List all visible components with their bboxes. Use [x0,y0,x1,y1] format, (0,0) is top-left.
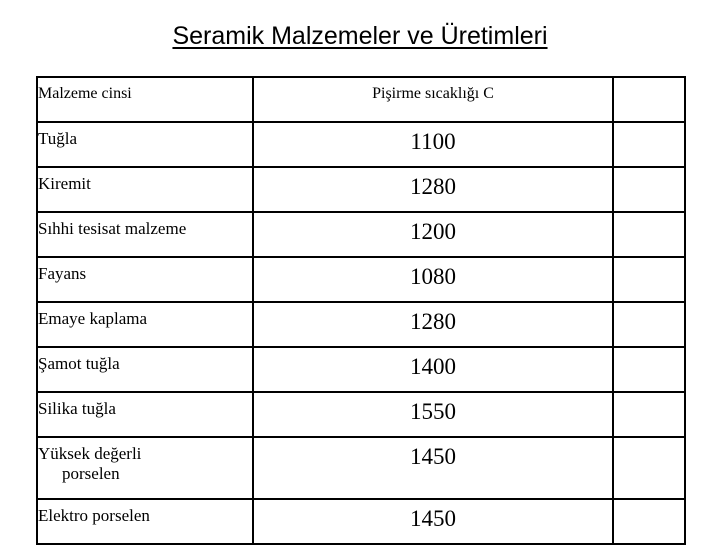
material-cell [37,437,253,499]
page-title [0,22,720,51]
material-cell: Fayans [37,257,253,302]
empty-cell [613,302,685,347]
empty-cell [613,499,685,544]
empty-cell [613,212,685,257]
material-cell: Tuğla [37,122,253,167]
table-row [37,499,685,544]
table-row [37,212,685,257]
temperature-cell: 1100 [253,122,613,167]
material-line-1: Yüksek değerli [38,444,142,463]
material-cell: Sıhhi tesisat malzeme [37,212,253,257]
empty-cell [613,392,685,437]
table-row [37,302,685,347]
empty-cell [613,257,685,302]
material-cell: Silika tuğla [37,392,253,437]
temperature-cell: 1450 [253,437,613,499]
table-row [37,257,685,302]
empty-cell [613,122,685,167]
empty-cell [613,437,685,499]
header-empty-cell [613,77,685,122]
temperature-cell: 1200 [253,212,613,257]
temperature-cell: 1550 [253,392,613,437]
table-row [37,167,685,212]
table-row [37,437,685,499]
page-title-text: Seramik Malzemeler ve Üretimleri [172,22,548,50]
temperature-cell: 1080 [253,257,613,302]
temperature-cell: 1280 [253,167,613,212]
empty-cell [613,347,685,392]
table-row [37,122,685,167]
material-cell: Şamot tuğla [37,347,253,392]
material-cell: Emaye kaplama [37,302,253,347]
empty-cell [613,167,685,212]
header-temperature: Pişirme sıcaklığı C [253,77,613,122]
temperature-cell: 1400 [253,347,613,392]
header-material: Malzeme cinsi [37,77,253,122]
table-row [37,392,685,437]
table-row [37,347,685,392]
table-header-row [37,77,685,122]
material-cell: Kiremit [37,167,253,212]
material-cell: Elektro porselen [37,499,253,544]
firing-temperature-table [36,76,686,545]
material-line-2: porselen [62,464,120,483]
temperature-cell: 1450 [253,499,613,544]
temperature-cell: 1280 [253,302,613,347]
